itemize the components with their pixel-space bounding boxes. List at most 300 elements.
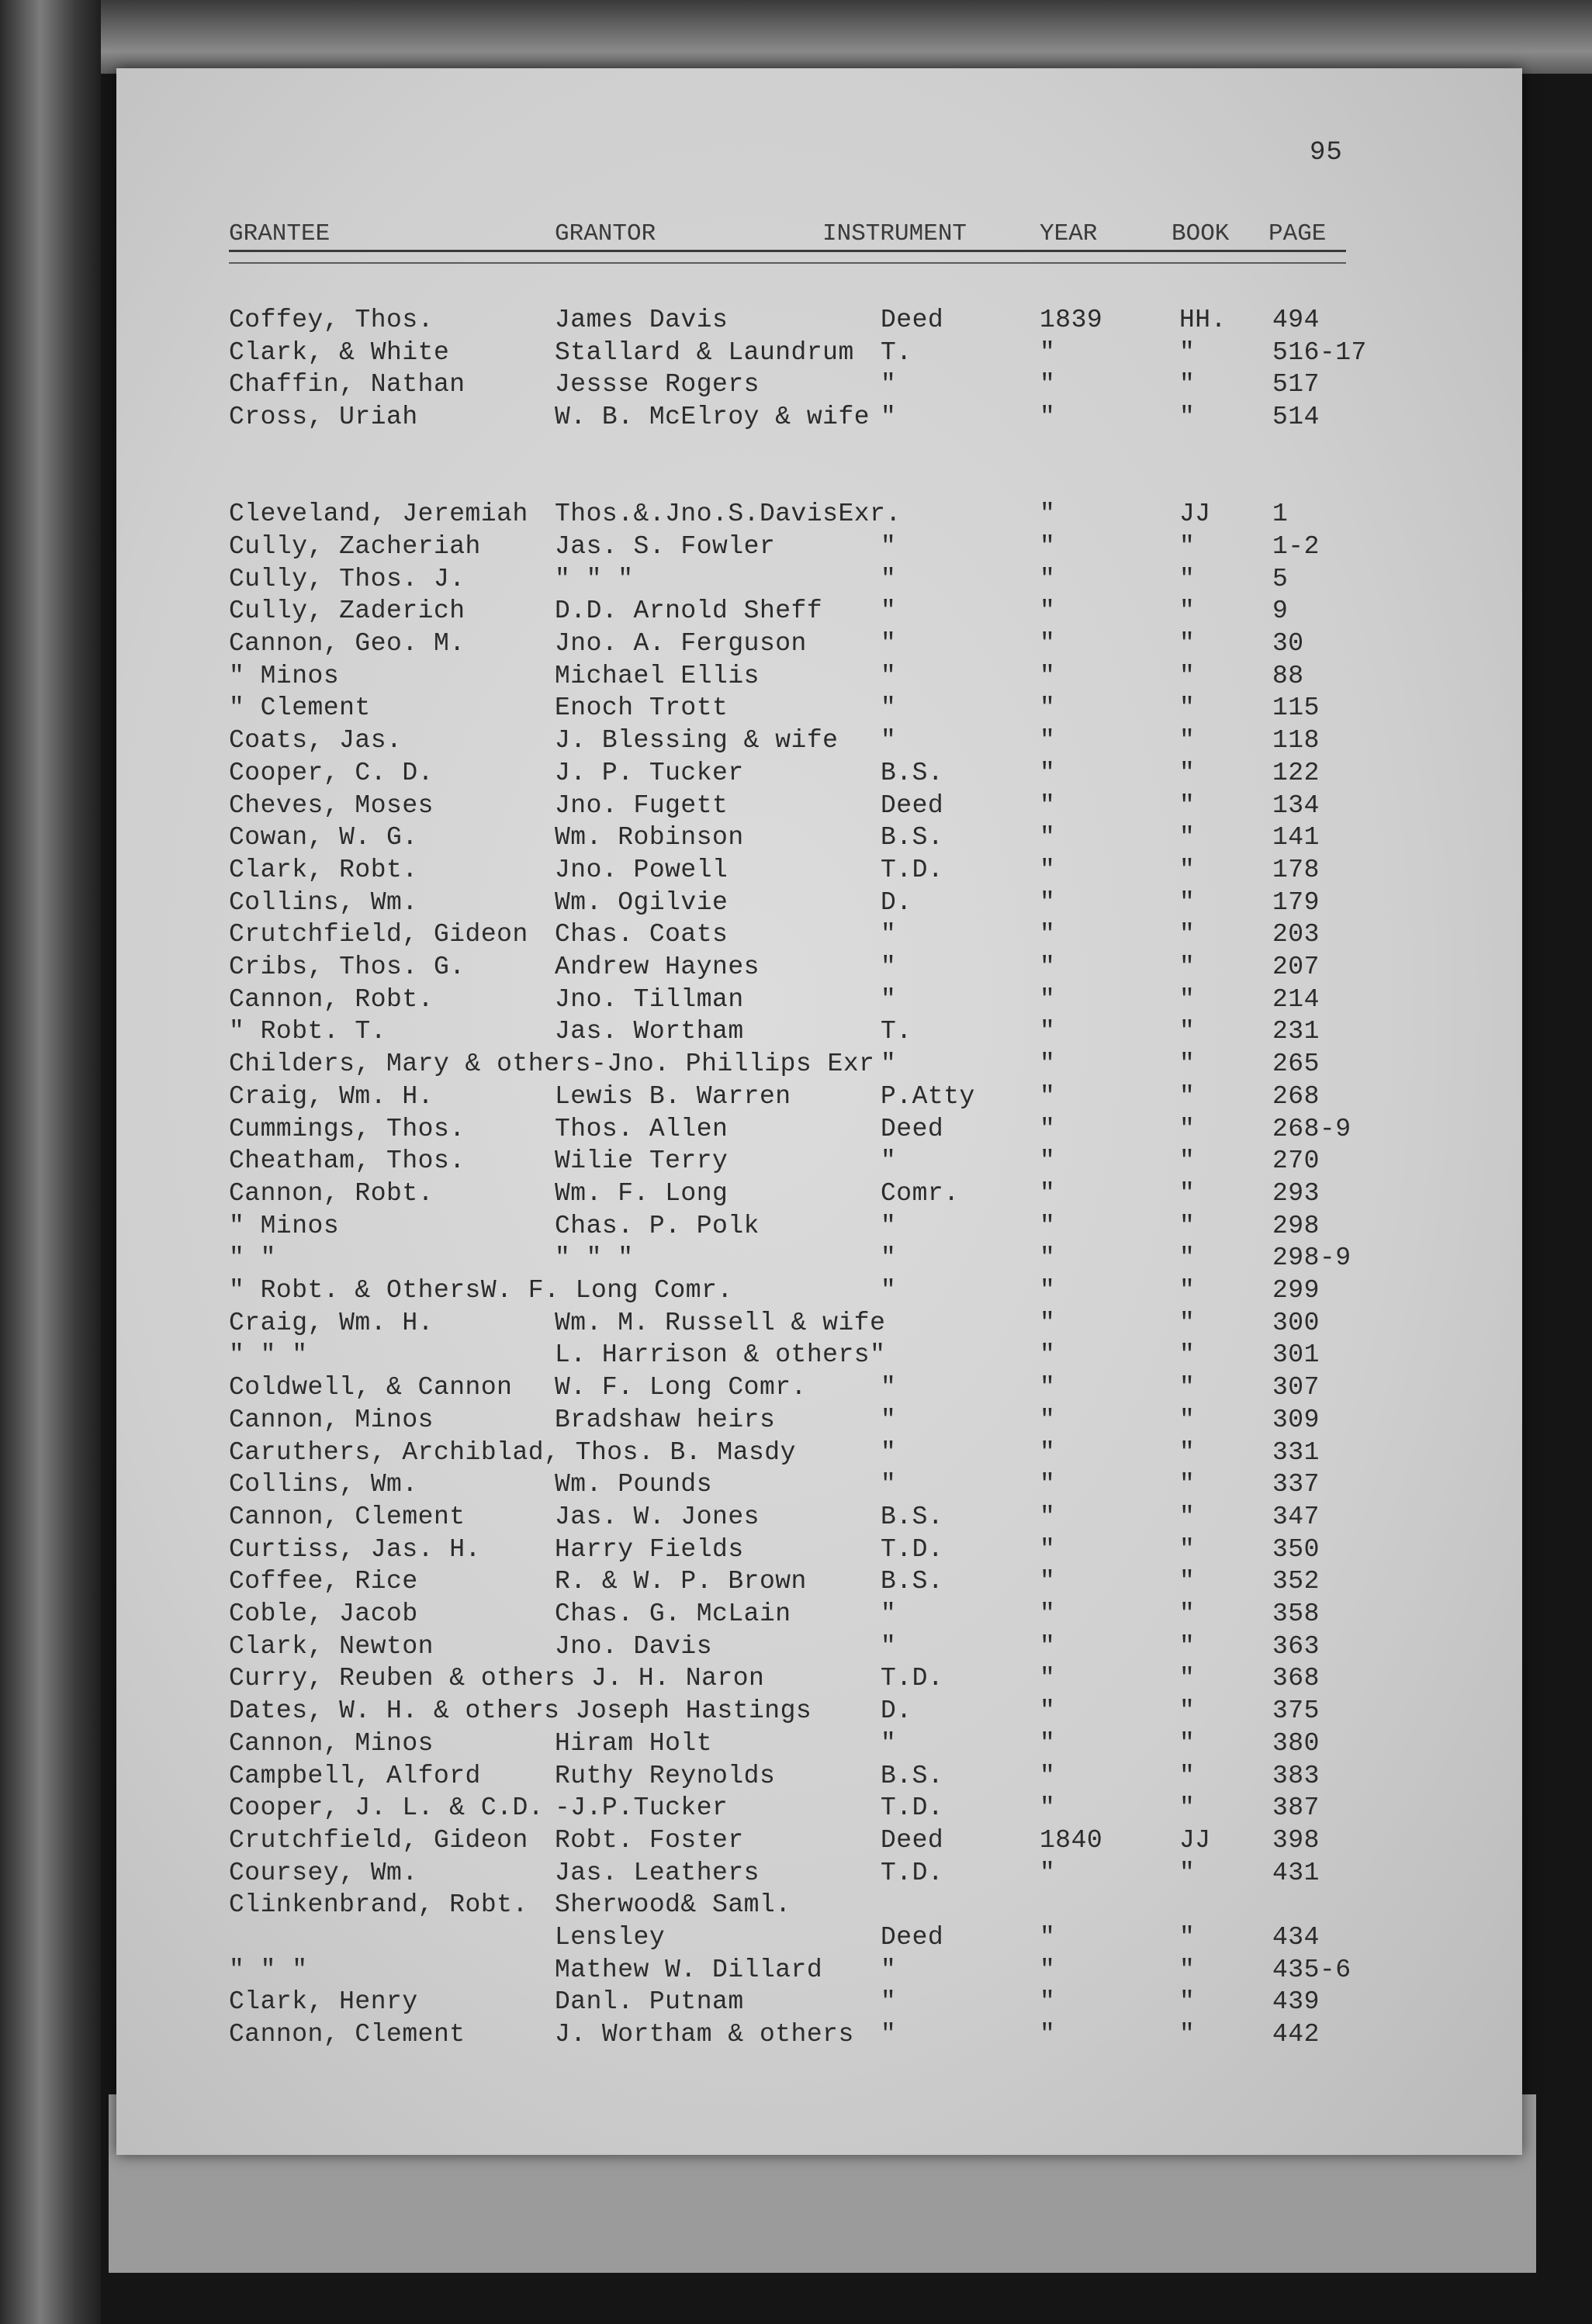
entry-year: " [1040, 1276, 1056, 1305]
entry-page: 517 [1272, 370, 1320, 399]
ledger-entry [116, 1955, 1522, 1986]
entry-year: " [1040, 1211, 1056, 1240]
entry-book: JJ [1179, 1825, 1211, 1855]
ledger-entry [116, 1437, 1522, 1468]
entry-grantor: Harry Fields [555, 1534, 744, 1564]
entry-book: HH. [1179, 306, 1227, 334]
entry-grantee: " Robt. T. [229, 1017, 387, 1046]
ledger-entry [116, 822, 1522, 853]
entry-page: 118 [1272, 726, 1320, 756]
entry-page: 331 [1272, 1437, 1320, 1467]
entry-grantee: Curtiss, Jas. H. [229, 1534, 481, 1564]
entry-instrument: " [881, 1050, 897, 1079]
entry-grantee: Coffee, Rice [229, 1567, 418, 1596]
entry-book: " [1179, 1534, 1196, 1564]
entry-instrument: " [881, 1437, 897, 1467]
ledger-entry [116, 952, 1522, 983]
entry-book: " [1179, 1987, 1196, 2017]
entry-book: " [1179, 531, 1196, 561]
entry-book: " [1179, 953, 1196, 981]
entry-grantee: Craig, Wm. H. [229, 1081, 434, 1111]
entry-year: " [1040, 758, 1056, 787]
entry-book: " [1179, 823, 1196, 852]
entry-year: " [1040, 1114, 1056, 1143]
ledger-entry [116, 499, 1522, 530]
entry-grantee: Cannon, Clement [229, 2020, 465, 2049]
entry-instrument: " [881, 564, 897, 593]
entry-year: " [1040, 531, 1056, 561]
ledger-entry [116, 1275, 1522, 1306]
entry-grantor: Mathew W. Dillard [555, 1955, 823, 1984]
entry-book: " [1179, 726, 1196, 756]
entry-page: 383 [1272, 1761, 1320, 1790]
entry-book: " [1179, 1050, 1196, 1079]
entry-book: " [1179, 629, 1196, 658]
entry-grantor: Hiram Holt [555, 1728, 713, 1758]
book-binding [0, 0, 101, 2324]
entry-grantee: Cribs, Thos. G. [229, 953, 465, 981]
ledger-entry [116, 1372, 1522, 1403]
entry-book: " [1179, 920, 1196, 949]
entry-grantor: J. Wortham & others [555, 2020, 854, 2049]
entry-book: " [1179, 1340, 1196, 1370]
entry-grantor: Jno. Powell [555, 855, 729, 884]
entry-year: " [1040, 823, 1056, 852]
header-grantee: GRANTEE [229, 220, 331, 247]
entry-year: " [1040, 984, 1056, 1014]
entry-book: " [1179, 1470, 1196, 1499]
entry-page: 134 [1272, 790, 1320, 820]
entry-instrument: " [881, 726, 897, 756]
entry-book: " [1179, 1631, 1196, 1661]
entry-instrument: " [881, 629, 897, 658]
entry-page: 347 [1272, 1502, 1320, 1531]
ledger-entry [116, 628, 1522, 659]
entry-page: 268 [1272, 1081, 1320, 1111]
ledger-entry [116, 855, 1522, 886]
entry-instrument: Deed [881, 306, 944, 334]
ledger-entry [116, 1243, 1522, 1274]
entry-grantee: Dates, W. H. & others Joseph Hastings [229, 1696, 812, 1726]
entry-year: " [1040, 1793, 1056, 1823]
ledger-entry [116, 1728, 1522, 1759]
entry-book: " [1179, 1276, 1196, 1305]
entry-grantor: Jno. Tillman [555, 984, 744, 1014]
entry-page: 514 [1272, 403, 1320, 432]
entry-grantee: Clark, Newton [229, 1631, 434, 1661]
entry-page: 88 [1272, 661, 1304, 690]
entry-page: 398 [1272, 1825, 1320, 1855]
entry-page: 298-9 [1272, 1243, 1351, 1273]
entry-grantee: Cummings, Thos. [229, 1114, 465, 1143]
entry-year: " [1040, 370, 1056, 399]
entry-book: " [1179, 1081, 1196, 1111]
entry-grantee: Cheves, Moses [229, 790, 434, 820]
entry-page: 231 [1272, 1017, 1320, 1046]
entry-grantor: Thos. Allen [555, 1114, 729, 1143]
entry-page: 375 [1272, 1696, 1320, 1726]
entry-book: " [1179, 1793, 1196, 1823]
ledger-entry [116, 1178, 1522, 1209]
ledger-entry [116, 1793, 1522, 1824]
entry-instrument: D. [881, 887, 912, 917]
entry-year: " [1040, 597, 1056, 626]
entry-grantor: Chas. G. McLain [555, 1599, 791, 1628]
entry-book: " [1179, 1599, 1196, 1628]
ledger-entry [116, 1663, 1522, 1694]
entry-page: 207 [1272, 953, 1320, 981]
ledger-entry [116, 790, 1522, 821]
entry-year: " [1040, 726, 1056, 756]
entry-grantor: Jas. S. Fowler [555, 531, 776, 561]
ledger-entry [116, 2019, 1522, 2050]
entry-grantor: Wm. Ogilvie [555, 887, 729, 917]
entry-grantee: Cross, Uriah [229, 403, 418, 432]
entry-book: " [1179, 1308, 1196, 1337]
entry-instrument: " [881, 693, 897, 723]
entry-grantor: Chas. P. Polk [555, 1211, 760, 1240]
entry-grantee: Clark, Henry [229, 1987, 418, 2017]
entry-instrument: B.S. [881, 1761, 944, 1790]
entry-page: 494 [1272, 306, 1320, 334]
entry-instrument: P.Atty [881, 1081, 975, 1111]
entry-year: " [1040, 564, 1056, 593]
entry-book: " [1179, 1114, 1196, 1143]
entry-grantor: Jessse Rogers [555, 370, 760, 399]
entry-grantor: Wm. M. Russell & wife [555, 1308, 886, 1337]
page-number: 95 [1310, 138, 1343, 168]
ledger-entry [116, 1825, 1522, 1856]
entry-grantor: Wilie Terry [555, 1146, 729, 1176]
ledger-entry [116, 1890, 1522, 1921]
entry-year: " [1040, 953, 1056, 981]
entry-grantor: Jno. A. Ferguson [555, 629, 807, 658]
entry-grantor: Jas. Wortham [555, 1017, 744, 1046]
entry-year: " [1040, 1599, 1056, 1628]
entry-grantor: D.D. Arnold Sheff [555, 597, 823, 626]
entry-instrument: " [881, 597, 897, 626]
entry-grantee: Cannon, Geo. M. [229, 629, 465, 658]
entry-grantee: Cooper, J. L. & C.D. [229, 1793, 545, 1823]
entry-instrument: " [881, 403, 897, 432]
entry-book: " [1179, 564, 1196, 593]
entry-grantee: " " " [229, 1955, 308, 1984]
entry-year: " [1040, 1696, 1056, 1726]
ledger-entry [116, 758, 1522, 789]
entry-grantee: Coursey, Wm. [229, 1858, 418, 1887]
entry-year: " [1040, 1437, 1056, 1467]
entry-book: " [1179, 1437, 1196, 1467]
entry-year: " [1040, 500, 1056, 529]
ledger-entry [116, 1405, 1522, 1436]
entry-page: 307 [1272, 1373, 1320, 1402]
ledger-entry [116, 919, 1522, 950]
entry-grantee: Cannon, Minos [229, 1405, 434, 1434]
entry-book: " [1179, 693, 1196, 723]
entry-page: 265 [1272, 1050, 1320, 1079]
entry-instrument: Deed [881, 1825, 944, 1855]
entry-book: " [1179, 887, 1196, 917]
entry-book: " [1179, 661, 1196, 690]
ledger-entry [116, 337, 1522, 368]
ledger-entry [116, 1146, 1522, 1177]
entry-year: " [1040, 1955, 1056, 1984]
entry-year: " [1040, 1050, 1056, 1079]
ledger-entry [116, 434, 1522, 465]
entry-grantor: Bradshaw heirs [555, 1405, 776, 1434]
entry-grantee: Crutchfield, Gideon [229, 1825, 528, 1855]
ledger-entry [116, 1502, 1522, 1533]
ledger-entry [116, 661, 1522, 692]
entry-instrument: T.D. [881, 1534, 944, 1564]
entry-instrument: T.D. [881, 1858, 944, 1887]
entry-book: " [1179, 1405, 1196, 1434]
entry-book: " [1179, 1502, 1196, 1531]
entry-year: " [1040, 629, 1056, 658]
entry-year: " [1040, 1405, 1056, 1434]
entry-grantee: Curry, Reuben & others J. H. Naron [229, 1664, 765, 1693]
entry-instrument: T.D. [881, 855, 944, 884]
entry-instrument: " [881, 1631, 897, 1661]
entry-book: " [1179, 1696, 1196, 1726]
entry-instrument: " [881, 1243, 897, 1273]
entry-page: 299 [1272, 1276, 1320, 1305]
entry-grantee: Campbell, Alford [229, 1761, 481, 1790]
entry-year: " [1040, 1761, 1056, 1790]
entry-book: JJ [1179, 500, 1211, 529]
entry-page: 439 [1272, 1987, 1320, 2017]
entry-year: " [1040, 1923, 1056, 1952]
entry-grantor: Lewis B. Warren [555, 1081, 791, 1111]
entry-year: 1840 [1040, 1825, 1103, 1855]
entry-grantor: Wm. Robinson [555, 823, 744, 852]
entry-book: " [1179, 1017, 1196, 1046]
entry-page: 141 [1272, 823, 1320, 852]
entry-grantee: Caruthers, Archiblad, Thos. B. Masdy [229, 1437, 796, 1467]
entry-instrument: " [881, 1276, 897, 1305]
ledger-entry [116, 564, 1522, 595]
entry-page: 358 [1272, 1599, 1320, 1628]
ledger-entry [116, 1469, 1522, 1500]
entry-grantee: Clark, & White [229, 337, 450, 367]
ledger-entry [116, 887, 1522, 918]
entry-page: 368 [1272, 1664, 1320, 1693]
entry-instrument: " [881, 370, 897, 399]
entry-book: " [1179, 1955, 1196, 1984]
ledger-entry [116, 1211, 1522, 1242]
entry-book: " [1179, 1923, 1196, 1952]
header-book: BOOK [1172, 220, 1230, 247]
entry-book: " [1179, 1243, 1196, 1273]
entry-grantor: Andrew Haynes [555, 953, 760, 981]
entry-grantee: Clinkenbrand, Robt. [229, 1890, 528, 1920]
entry-page: 179 [1272, 887, 1320, 917]
entry-grantor: W. B. McElroy & wife [555, 403, 870, 432]
entry-instrument: " [881, 1470, 897, 1499]
entry-instrument: " [881, 984, 897, 1014]
ledger-entry [116, 725, 1522, 756]
entry-page: 9 [1272, 597, 1289, 626]
entry-page: 337 [1272, 1470, 1320, 1499]
entry-book: " [1179, 1373, 1196, 1402]
ledger-entry [116, 531, 1522, 562]
entry-grantee: Cowan, W. G. [229, 823, 418, 852]
entry-book: " [1179, 1761, 1196, 1790]
entry-grantor: Stallard & Laundrum [555, 337, 854, 367]
entry-instrument: T. [881, 337, 912, 367]
ledger-entry [116, 1534, 1522, 1565]
entry-instrument: B.S. [881, 823, 944, 852]
entry-grantor: Michael Ellis [555, 661, 760, 690]
entry-grantor: James Davis [555, 306, 729, 334]
ledger-entry [116, 1922, 1522, 1953]
entry-grantee: Chaffin, Nathan [229, 370, 465, 399]
entry-instrument: B.S. [881, 1502, 944, 1531]
entry-instrument: " [881, 661, 897, 690]
entry-grantor: W. F. Long Comr. [555, 1373, 807, 1402]
entry-grantee: Cleveland, Jeremiah [229, 500, 528, 529]
entry-grantee: Cannon, Clement [229, 1502, 465, 1531]
entry-grantor: R. & W. P. Brown [555, 1567, 807, 1596]
ledger-entry [116, 1114, 1522, 1145]
ledger-entry [116, 693, 1522, 724]
entry-book: " [1179, 1211, 1196, 1240]
ledger-entry [116, 1016, 1522, 1047]
ledger-entry [116, 1987, 1522, 2018]
entry-year: " [1040, 337, 1056, 367]
entry-page: 1 [1272, 500, 1289, 529]
entry-year: " [1040, 1534, 1056, 1564]
entry-instrument: B.S. [881, 758, 944, 787]
entry-instrument: " [881, 1373, 897, 1402]
entry-book: " [1179, 1146, 1196, 1176]
ledger-entry [116, 1761, 1522, 1792]
entry-year: " [1040, 790, 1056, 820]
ledger-entry [116, 467, 1522, 498]
ledger-entry [116, 1696, 1522, 1727]
entry-page: 434 [1272, 1923, 1320, 1952]
entry-page: 214 [1272, 984, 1320, 1014]
entry-book: " [1179, 370, 1196, 399]
entry-book: " [1179, 1858, 1196, 1887]
entry-grantee: Clark, Robt. [229, 855, 418, 884]
entry-year: " [1040, 1502, 1056, 1531]
entry-year: " [1040, 693, 1056, 723]
entry-instrument: " [881, 1211, 897, 1240]
entry-instrument: " [881, 2020, 897, 2049]
ledger-entry [116, 1566, 1522, 1597]
entry-grantee: " Robt. & OthersW. F. Long Comr. [229, 1276, 733, 1305]
entry-book: " [1179, 337, 1196, 367]
entry-grantee: Collins, Wm. [229, 887, 418, 917]
entry-page: 298 [1272, 1211, 1320, 1240]
entry-instrument: D. [881, 1696, 912, 1726]
entry-page: 309 [1272, 1405, 1320, 1434]
entry-grantee: " Minos [229, 661, 340, 690]
entry-grantee: Cooper, C. D. [229, 758, 434, 787]
header-grantor: GRANTOR [555, 220, 656, 247]
entry-grantor: Jas. W. Jones [555, 1502, 760, 1531]
entry-instrument: " [881, 1987, 897, 2017]
entry-grantor: Wm. Pounds [555, 1470, 713, 1499]
entry-page: 352 [1272, 1567, 1320, 1596]
entry-page: 431 [1272, 1858, 1320, 1887]
entry-book: " [1179, 1728, 1196, 1758]
ledger-page [116, 68, 1522, 2155]
entry-grantee: Cannon, Robt. [229, 984, 434, 1014]
entry-page: 1-2 [1272, 531, 1320, 561]
entry-grantor: -J.P.Tucker [555, 1793, 729, 1823]
entry-year: " [1040, 1631, 1056, 1661]
entry-grantee: " Clement [229, 693, 371, 723]
entry-grantee: Cheatham, Thos. [229, 1146, 465, 1176]
entry-grantor: Jno. Fugett [555, 790, 729, 820]
scanner-top-edge [101, 0, 1592, 74]
entry-page: 435-6 [1272, 1955, 1351, 1984]
entry-page: 203 [1272, 920, 1320, 949]
entry-grantee: " Minos [229, 1211, 340, 1240]
entry-grantee: Collins, Wm. [229, 1470, 418, 1499]
entry-instrument: " [881, 953, 897, 981]
entry-year: " [1040, 1017, 1056, 1046]
entry-grantee: Childers, Mary & others-Jno. Phillips Exr [229, 1050, 875, 1079]
entry-book: " [1179, 984, 1196, 1014]
entry-grantor: Lensley [555, 1923, 666, 1952]
entry-grantor: Jno. Davis [555, 1631, 713, 1661]
entry-grantee: Cully, Zacheriah [229, 531, 481, 561]
entry-page: 301 [1272, 1340, 1320, 1370]
entry-page: 380 [1272, 1728, 1320, 1758]
entry-year: " [1040, 1470, 1056, 1499]
entry-year: " [1040, 1987, 1056, 2017]
entry-grantor: Enoch Trott [555, 693, 729, 723]
entry-year: " [1040, 1340, 1056, 1370]
entry-grantee: Cully, Thos. J. [229, 564, 465, 593]
ledger-entry [116, 1308, 1522, 1339]
entry-year: " [1040, 855, 1056, 884]
entry-page: 363 [1272, 1631, 1320, 1661]
entry-grantee: " " [229, 1243, 276, 1273]
entry-instrument: " [881, 920, 897, 949]
entry-year: " [1040, 920, 1056, 949]
entry-year: 1839 [1040, 306, 1103, 334]
entry-page: 115 [1272, 693, 1320, 723]
entry-grantee: " " " [229, 1340, 308, 1370]
entry-page: 300 [1272, 1308, 1320, 1337]
entry-year: " [1040, 1373, 1056, 1402]
entry-grantor: J. Blessing & wife [555, 726, 839, 756]
entry-grantor: " " " [555, 1243, 634, 1273]
entry-grantor: L. Harrison & others" [555, 1340, 886, 1370]
entry-book: " [1179, 855, 1196, 884]
entry-year: " [1040, 1664, 1056, 1693]
entry-instrument: T. [881, 1017, 912, 1046]
ledger-entry [116, 1599, 1522, 1630]
entry-page: 122 [1272, 758, 1320, 787]
entry-grantor: Wm. F. Long [555, 1178, 729, 1208]
entry-book: " [1179, 2020, 1196, 2049]
entry-grantee: Coats, Jas. [229, 726, 403, 756]
entry-page: 178 [1272, 855, 1320, 884]
header-page: PAGE [1268, 220, 1327, 247]
entry-year: " [1040, 2020, 1056, 2049]
ledger-rows [116, 68, 1522, 2155]
entry-instrument: T.D. [881, 1664, 944, 1693]
entry-page: 293 [1272, 1178, 1320, 1208]
entry-grantor: Ruthy Reynolds [555, 1761, 776, 1790]
entry-instrument: Deed [881, 1923, 944, 1952]
entry-instrument: " [881, 1599, 897, 1628]
